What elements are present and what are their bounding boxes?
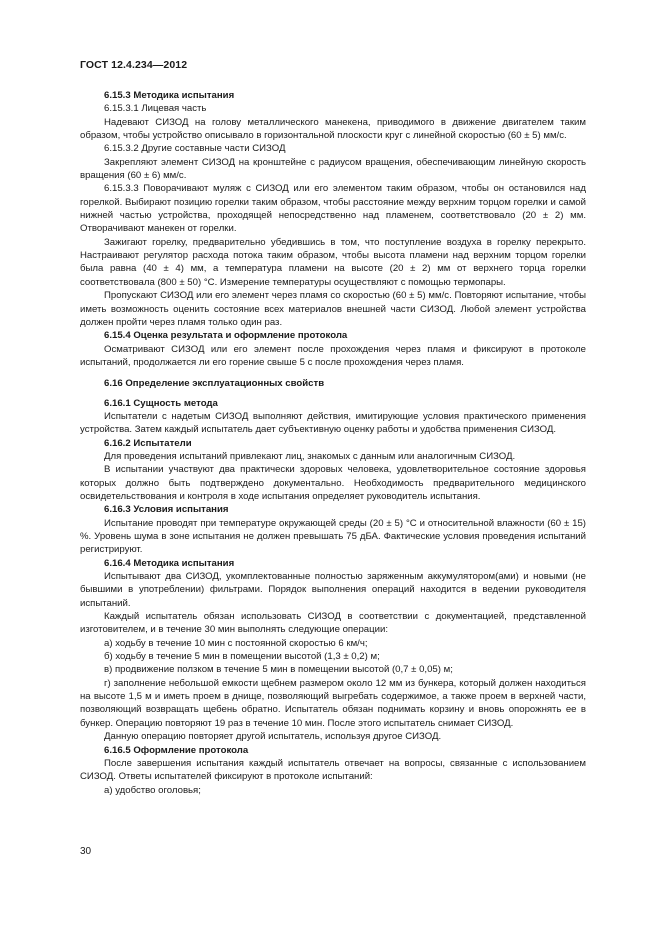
paragraph: а) ходьбу в течение 10 мин с постоянной скоростью 6 км/ч; <box>104 637 368 649</box>
document-body <box>80 89 586 797</box>
paragraph: В испытании участвуют два практически здоровых человека, удовлетворительное состояние здоровья которых должно быть подтверждено документально. Необходимость предварительного медицинского освидетельствования и контроля в ходе испытания определяет руководитель испытания. <box>80 464 586 502</box>
paragraph: Испытывают два СИЗОД, укомплектованные полностью заряженным аккумулятором(ами) и новыми (не бывшими в употреблении) фильтрами. Порядок выполнения операций находится в ведении руководителя испытаний. <box>80 571 586 609</box>
paragraph: а) удобство оголовья; <box>104 784 201 796</box>
section-heading: 6.16.1 Сущность метода <box>104 397 218 409</box>
paragraph: г) заполнение небольшой емкости щебнем размером около 12 мм из бункера, который должен находиться на высоте 1,5 м и иметь проем в днище, позволяющий выгребать содержимое, а также проем в верхней части, позволяющий возвращать щебень обратно. Испытатель обязан поднимать корзину и вновь опорожнять ее в бункер. Операцию повторяют 19 раз в течение 10 мин. После этого испытатель снимает СИЗОД. <box>80 677 586 729</box>
paragraph: Каждый испытатель обязан использовать СИЗОД в соответствии с документацией, представленной изготовителем, и в течение 30 мин выполнять следующие операции: <box>80 611 586 636</box>
section-heading: 6.16.5 Оформление протокола <box>104 744 249 756</box>
page-number: 30 <box>80 846 92 857</box>
paragraph: 6.15.3.3 Поворачивают муляж с СИЗОД или его элементом таким образом, чтобы он остановился над горелкой. Выбирают позицию горелки таким образом, чтобы расстояние между верхним торцом горелки и самой нижней частью устройства, проходящей непосредственно над пламенем, соответствовало (20 ± 2) мм. Отворачивают манекен от горелки. <box>80 183 586 235</box>
section-heading: 6.16.2 Испытатели <box>104 437 192 449</box>
paragraph: Испытатели с надетым СИЗОД выполняют действия, имитирующие условия практического применения устройства. Затем каждый испытатель дает субъективную оценку работы и удобства применения СИЗОД. <box>80 410 586 436</box>
section-heading: 6.15.4 Оценка результата и оформление протокола <box>104 330 348 342</box>
section-heading: 6.16.3 Условия испытания <box>104 504 229 516</box>
section-heading: 6.16.4 Методика испытания <box>104 557 235 569</box>
paragraph: 6.15.3.1 Лицевая часть <box>104 103 207 115</box>
paragraph: в) продвижение ползком в течение 5 мин в помещении высотой (0,7 ± 0,05) м; <box>104 664 453 676</box>
section-heading: 6.16 Определение эксплуатационных свойств <box>104 378 325 390</box>
paragraph: Испытание проводят при температуре окружающей среды (20 ± 5) °С и относительной влажности (60 ± 15) %. Уровень шума в зоне испытания не должен превышать 75 дБА. Фактические условия проведения испытаний регистрируют. <box>80 517 586 556</box>
paragraph: Осматривают СИЗОД или его элемент после прохождения через пламя и фиксируют в протоколе испытаний, продолжается ли его горение свыше 5 с после прохождения через пламя. <box>80 343 586 368</box>
paragraph: Зажигают горелку, предварительно убедившись в том, что поступление воздуха в горелку перекрыто. Настраивают регулятор расхода потока таким образом, чтобы высота пламени над верхним торцом горелки была равна (40 ± 4) мм, а температура пламени на высоте (20 ± 2) мм от верхнего торца горелки соответствовала (800 ± 50) °С. Измерение температуры осуществляют с помощью термопары. <box>80 236 586 288</box>
paragraph: Пропускают СИЗОД или его элемент через пламя со скоростью (60 ± 5) мм/с. Повторяют испытание, чтобы иметь возможность оценить состояние всех материалов внешней части СИЗОД. Любой элемент устройства должен пройти через пламя только один раз. <box>80 290 586 328</box>
paragraph: Для проведения испытаний привлекают лиц, знакомых с данным или аналогичным СИЗОД. <box>104 450 516 462</box>
paragraph: После завершения испытания каждый испытатель отвечает на вопросы, связанные с использованием СИЗОД. Ответы испытателей фиксируют в протоколе испытаний: <box>80 757 586 783</box>
section-heading: 6.15.3 Методика испытания <box>104 90 235 101</box>
paragraph: 6.15.3.2 Другие составные части СИЗОД <box>104 143 286 155</box>
paragraph: б) ходьбу в течение 5 мин в помещении высотой (1,3 ± 0,2) м; <box>104 651 380 663</box>
paragraph: Данную операцию повторяет другой испытатель, используя другое СИЗОД. <box>104 731 442 743</box>
paragraph: Закрепляют элемент СИЗОД на кронштейне с радиусом вращения, обеспечивающим линейную скорость вращения (60 ± 6) мм/с. <box>80 156 586 182</box>
paragraph: Надевают СИЗОД на голову металлического манекена, приводимого в движение двигателем таким образом, чтобы устройство описывало в горизонтальной плоскости круг с линейной скоростью (60 ± 5) мм/с. <box>80 116 586 142</box>
document-header: ГОСТ 12.4.234—2012 <box>80 59 188 71</box>
